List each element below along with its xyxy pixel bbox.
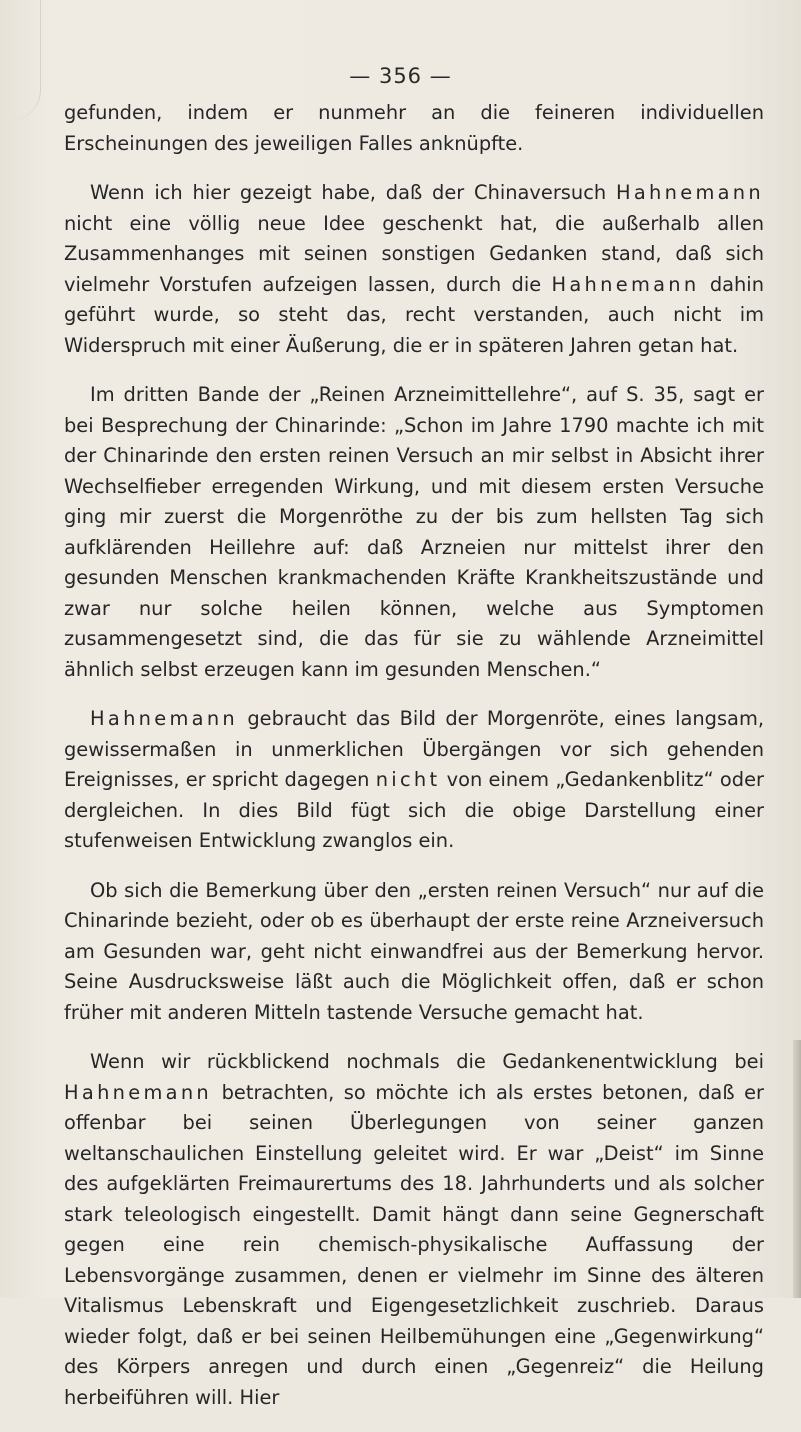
emphasis-spaced: nicht [375, 768, 441, 791]
body-text [64, 98, 764, 1432]
scan-edge-right [793, 1040, 801, 1298]
paragraph-1 [64, 98, 764, 159]
text-segment: gebraucht das Bild der Morgenröte, eines langsam, gewissermaßen in unmerklichen Übergängen vor sich gehenden Ereignisses, er spricht dagegen [64, 707, 764, 791]
paragraph-5 [64, 876, 764, 1029]
page-number: — 356 — [349, 64, 452, 88]
author-name-spaced: Hahnemann [551, 272, 700, 296]
paragraph-6 [64, 1047, 764, 1413]
scan-edge-left [0, 0, 41, 120]
author-name-spaced: Hahnemann [615, 181, 764, 204]
text-segment: dahin geführt wurde, so steht das, recht verstanden, auch nicht im Widerspruch mit einer Äußerung, die er in späteren Jahren getan hat. [64, 272, 764, 357]
text-segment: Ob sich die Bemerkung über den „ersten reinen Versuch“ nur auf die Chinarinde bezieht, oder ob es überhaupt der erste reine Arzneiversuch am Gesunden war, geht nicht einwandfrei aus der Bemerkung hervor. Seine Ausdrucksweise läßt auch die Möglichkeit offen, daß er schon früher mit anderen Mitteln tastende Versuche gemacht hat. [64, 878, 764, 1024]
paragraph-4 [64, 704, 764, 857]
author-name-spaced: Hahnemann [90, 707, 239, 730]
paragraph-2 [64, 178, 764, 361]
author-name-spaced: Hahnemann [64, 1080, 213, 1104]
text-segment: Wenn wir rückblickend nochmals die Gedankenentwicklung bei [90, 1050, 764, 1073]
text-segment: gefunden, indem er nunmehr an die feineren individuellen Erscheinungen des jeweiligen Falles anknüpfte. [64, 101, 764, 155]
text-segment: von einem „Gedankenblitz“ oder dergleichen. In dies Bild fügt sich die obige Darstellung einer stufenweisen Entwicklung zwanglos ein. [64, 768, 764, 852]
text-segment: betrachten, so möchte ich als erstes betonen, daß er offenbar bei seinen Überlegungen von seiner ganzen weltanschaulichen Einstellung geleitet wird. Er war „Deist“ im Sinne des aufgeklärten Freimaurertums des 18. Jahrhunderts und als solcher stark teleologisch eingestellt. Damit hängt dann seine Gegnerschaft gegen eine rein chemisch-physikalische Auffassung der Lebensvorgänge zusammen, denen er vielmehr im Sinne des älteren Vitalismus Lebenskraft und Eigengesetzlichkeit zuschrieb. Daraus wieder folgt, daß er bei seinen Heilbemühungen eine „Gegenwirkung“ des Körpers anregen und durch einen „Gegenreiz“ die Heilung herbeiführen will. Hier [64, 1080, 764, 1409]
text-segment: nicht eine völlig neue Idee geschenkt hat, die außerhalb allen Zusammenhanges mit seinen sonstigen Gedanken stand, daß sich vielmehr Vorstufen aufzeigen lassen, durch die [64, 211, 764, 296]
paragraph-3 [64, 380, 764, 685]
text-segment: Im dritten Bande der „Reinen Arzneimittellehre“, auf S. 35, sagt er bei Besprechung der Chinarinde: „Schon im Jahre 1790 machte ich mit der Chinarinde den ersten reinen Versuch an mir selbst in Absicht ihrer Wechselfieber erregenden Wirkung, und mit diesem ersten Versuche ging mir zuerst die Morgenröthe zu der bis zum hellsten Tag sich aufklärenden Heillehre auf: daß Arzneien nur mittelst ihrer den gesunden Menschen krankmachenden Kräfte Krankheitszustände und zwar nur solche heilen können, welche aus Symptomen zusammengesetzt sind, die das für sie zu wählende Arzneimittel ähnlich selbst erzeugen kann im gesunden Menschen.“ [64, 383, 764, 681]
text-segment: Wenn ich hier gezeigt habe, daß der Chinaversuch [90, 181, 616, 204]
